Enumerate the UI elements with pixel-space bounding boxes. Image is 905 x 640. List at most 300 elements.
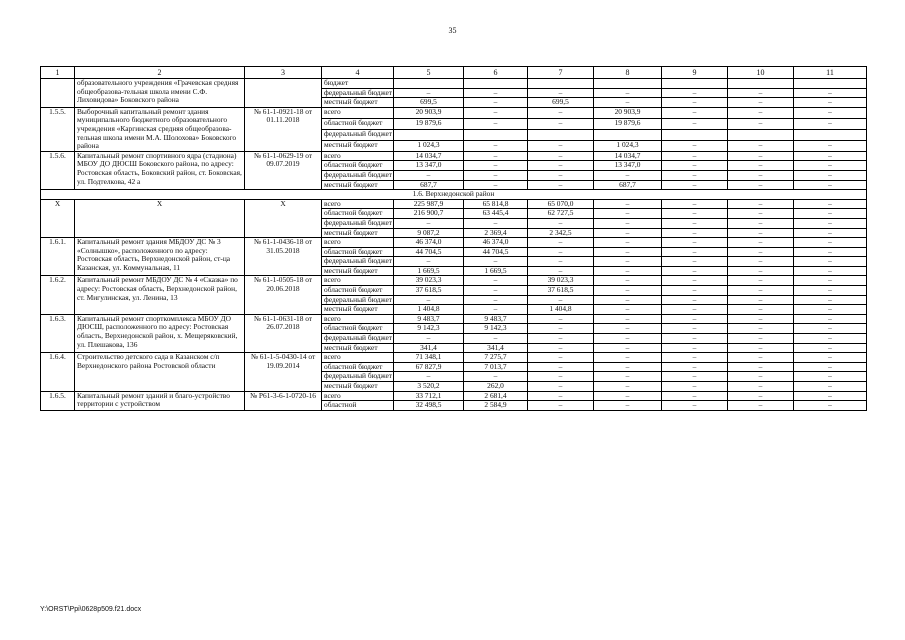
item-description: Капитальный ремонт МБДОУ ДС № 4 «Сказка» по адресу: Ростовская область, Верхнедонской район, ст. Мигулинская, ул. Ленина, 13 bbox=[75, 276, 245, 314]
amount-cell: – bbox=[662, 209, 728, 219]
amount-cell: 39 023,3 bbox=[394, 276, 464, 286]
amount-cell: 216 900,7 bbox=[394, 209, 464, 219]
document-number: № 61-1-0505-18 от 20.06.2018 bbox=[245, 276, 322, 314]
amount-cell: – bbox=[464, 118, 528, 129]
item-number: Х bbox=[41, 199, 75, 237]
table-row bbox=[41, 238, 867, 248]
amount-cell bbox=[528, 79, 594, 89]
table-body bbox=[41, 67, 867, 411]
amount-cell: – bbox=[464, 161, 528, 171]
amount-cell: 699,5 bbox=[528, 98, 594, 108]
table-row bbox=[41, 107, 867, 118]
amount-cell: – bbox=[528, 314, 594, 324]
amount-cell: 9 483,7 bbox=[464, 314, 528, 324]
document-number: № 61-1-0436-18 от 31.05.2018 bbox=[245, 238, 322, 276]
amount-cell bbox=[662, 129, 728, 140]
amount-cell: – bbox=[594, 257, 662, 267]
amount-cell: – bbox=[464, 334, 528, 344]
amount-cell: – bbox=[794, 295, 867, 305]
amount-cell: – bbox=[528, 295, 594, 305]
amount-cell: 65 070,0 bbox=[528, 199, 594, 209]
amount-cell: – bbox=[794, 276, 867, 286]
amount-cell: – bbox=[794, 98, 867, 108]
amount-cell: – bbox=[662, 286, 728, 296]
item-description: Выборочный капитальный ремонт здания муниципального бюджетного образовательного учреждения «Каргинская средняя общеобразова-тельная школа имени М.А. Шолохова» Боковского района bbox=[75, 107, 245, 151]
amount-cell: – bbox=[662, 382, 728, 392]
budget-type: бюджет bbox=[322, 79, 394, 89]
amount-cell: – bbox=[394, 372, 464, 382]
amount-cell: – bbox=[794, 238, 867, 248]
budget-type: областной бюджет bbox=[322, 324, 394, 334]
amount-cell: 1 404,8 bbox=[528, 305, 594, 315]
column-header: 10 bbox=[728, 67, 794, 79]
amount-cell: – bbox=[794, 343, 867, 353]
column-header: 3 bbox=[245, 67, 322, 79]
item-description: Х bbox=[75, 199, 245, 237]
amount-cell: 46 374,0 bbox=[394, 238, 464, 248]
budget-type: всего bbox=[322, 199, 394, 209]
amount-cell: – bbox=[662, 266, 728, 276]
amount-cell: – bbox=[662, 314, 728, 324]
amount-cell: – bbox=[464, 305, 528, 315]
amount-cell: – bbox=[528, 180, 594, 190]
amount-cell: – bbox=[594, 98, 662, 108]
amount-cell: – bbox=[662, 170, 728, 180]
amount-cell: – bbox=[594, 391, 662, 401]
budget-type: федеральный бюджет bbox=[322, 170, 394, 180]
amount-cell bbox=[662, 79, 728, 89]
amount-cell: – bbox=[794, 228, 867, 238]
amount-cell: 225 987,9 bbox=[394, 199, 464, 209]
amount-cell: – bbox=[528, 362, 594, 372]
amount-cell: – bbox=[794, 161, 867, 171]
amount-cell: – bbox=[728, 391, 794, 401]
column-header: 5 bbox=[394, 67, 464, 79]
document-number: Х bbox=[245, 199, 322, 237]
amount-cell: – bbox=[662, 180, 728, 190]
amount-cell: – bbox=[794, 305, 867, 315]
budget-type: местный бюджет bbox=[322, 180, 394, 190]
amount-cell: – bbox=[528, 257, 594, 267]
amount-cell bbox=[728, 129, 794, 140]
amount-cell: – bbox=[394, 334, 464, 344]
amount-cell: – bbox=[794, 257, 867, 267]
amount-cell: – bbox=[464, 88, 528, 98]
document-number: № 61-1-0629-19 от 09.07.2019 bbox=[245, 151, 322, 189]
amount-cell: 32 498,5 bbox=[394, 401, 464, 411]
amount-cell: – bbox=[594, 295, 662, 305]
amount-cell: 67 827,9 bbox=[394, 362, 464, 372]
budget-type: всего bbox=[322, 107, 394, 118]
amount-cell: 1 024,3 bbox=[394, 140, 464, 151]
item-number: 1.6.2. bbox=[41, 276, 75, 314]
amount-cell: – bbox=[394, 170, 464, 180]
amount-cell: – bbox=[594, 314, 662, 324]
amount-cell: – bbox=[728, 228, 794, 238]
budget-type: областной бюджет bbox=[322, 362, 394, 372]
amount-cell: – bbox=[662, 401, 728, 411]
amount-cell: 262,0 bbox=[464, 382, 528, 392]
amount-cell: – bbox=[728, 295, 794, 305]
amount-cell: 71 348,1 bbox=[394, 353, 464, 363]
amount-cell: 62 727,5 bbox=[528, 209, 594, 219]
amount-cell: – bbox=[594, 170, 662, 180]
amount-cell: – bbox=[662, 107, 728, 118]
amount-cell: – bbox=[594, 88, 662, 98]
table-row bbox=[41, 353, 867, 363]
amount-cell: – bbox=[528, 107, 594, 118]
amount-cell: – bbox=[728, 151, 794, 161]
amount-cell: – bbox=[728, 276, 794, 286]
document-number: № 61-1-0631-18 от 26.07.2018 bbox=[245, 314, 322, 352]
amount-cell: – bbox=[394, 295, 464, 305]
amount-cell bbox=[728, 79, 794, 89]
budget-type: местный бюджет bbox=[322, 266, 394, 276]
amount-cell: 19 879,6 bbox=[394, 118, 464, 129]
column-number-header bbox=[41, 67, 867, 79]
amount-cell: – bbox=[662, 257, 728, 267]
amount-cell: – bbox=[794, 107, 867, 118]
amount-cell: – bbox=[394, 88, 464, 98]
amount-cell: – bbox=[794, 266, 867, 276]
amount-cell: – bbox=[464, 107, 528, 118]
budget-type: федеральный бюджет bbox=[322, 88, 394, 98]
amount-cell: – bbox=[662, 334, 728, 344]
file-path-footer: Y:\ORST\Ppi\0628p509.f21.docx bbox=[40, 606, 142, 613]
amount-cell: – bbox=[794, 286, 867, 296]
amount-cell: – bbox=[794, 218, 867, 228]
table-row bbox=[41, 276, 867, 286]
budget-type: областной бюджет bbox=[322, 209, 394, 219]
amount-cell: 14 034,7 bbox=[594, 151, 662, 161]
section-row bbox=[41, 190, 867, 200]
amount-cell: – bbox=[728, 324, 794, 334]
amount-cell: – bbox=[528, 161, 594, 171]
amount-cell: – bbox=[464, 372, 528, 382]
amount-cell: – bbox=[594, 334, 662, 344]
item-number: 1.6.3. bbox=[41, 314, 75, 352]
amount-cell: – bbox=[794, 170, 867, 180]
budget-type: всего bbox=[322, 238, 394, 248]
amount-cell: 14 034,7 bbox=[394, 151, 464, 161]
amount-cell: – bbox=[528, 218, 594, 228]
amount-cell: – bbox=[528, 151, 594, 161]
amount-cell: – bbox=[528, 343, 594, 353]
amount-cell: – bbox=[728, 372, 794, 382]
amount-cell: – bbox=[464, 170, 528, 180]
amount-cell: – bbox=[728, 170, 794, 180]
budget-type: федеральный бюджет bbox=[322, 257, 394, 267]
amount-cell: – bbox=[728, 382, 794, 392]
amount-cell: 19 879,6 bbox=[594, 118, 662, 129]
amount-cell: – bbox=[728, 305, 794, 315]
budget-type: федеральный бюджет bbox=[322, 218, 394, 228]
amount-cell: – bbox=[528, 334, 594, 344]
amount-cell: – bbox=[594, 324, 662, 334]
amount-cell: – bbox=[464, 257, 528, 267]
amount-cell bbox=[594, 79, 662, 89]
amount-cell: 1 404,8 bbox=[394, 305, 464, 315]
column-header: 2 bbox=[75, 67, 245, 79]
amount-cell: – bbox=[528, 238, 594, 248]
amount-cell: – bbox=[594, 372, 662, 382]
amount-cell: – bbox=[794, 382, 867, 392]
amount-cell: 1 669,5 bbox=[394, 266, 464, 276]
table-row bbox=[41, 391, 867, 401]
budget-type: федеральный бюджет bbox=[322, 129, 394, 140]
amount-cell: – bbox=[728, 343, 794, 353]
amount-cell: 2 342,5 bbox=[528, 228, 594, 238]
amount-cell: – bbox=[594, 266, 662, 276]
column-header: 8 bbox=[594, 67, 662, 79]
table-row bbox=[41, 79, 867, 89]
page-number: 35 bbox=[448, 26, 457, 35]
amount-cell: – bbox=[662, 372, 728, 382]
amount-cell: – bbox=[594, 247, 662, 257]
amount-cell: 341,4 bbox=[394, 343, 464, 353]
amount-cell: – bbox=[662, 118, 728, 129]
amount-cell: – bbox=[594, 238, 662, 248]
amount-cell: 63 445,4 bbox=[464, 209, 528, 219]
financing-table bbox=[40, 66, 867, 411]
amount-cell: 9 087,2 bbox=[394, 228, 464, 238]
amount-cell bbox=[464, 79, 528, 89]
amount-cell: 46 374,0 bbox=[464, 238, 528, 248]
amount-cell: 687,7 bbox=[594, 180, 662, 190]
budget-type: всего bbox=[322, 276, 394, 286]
budget-type: областной бюджет bbox=[322, 118, 394, 129]
amount-cell: – bbox=[794, 180, 867, 190]
amount-cell: – bbox=[662, 247, 728, 257]
item-description: Капитальный ремонт зданий и благо-устройство территории с устройством bbox=[75, 391, 245, 410]
amount-cell: – bbox=[728, 266, 794, 276]
budget-type: всего bbox=[322, 151, 394, 161]
amount-cell: – bbox=[528, 118, 594, 129]
amount-cell: 44 704,5 bbox=[464, 247, 528, 257]
amount-cell: 3 520,2 bbox=[394, 382, 464, 392]
amount-cell: – bbox=[594, 286, 662, 296]
table-row bbox=[41, 151, 867, 161]
amount-cell: – bbox=[594, 218, 662, 228]
amount-cell: 33 712,1 bbox=[394, 391, 464, 401]
amount-cell: – bbox=[528, 353, 594, 363]
budget-type: местный бюджет bbox=[322, 98, 394, 108]
budget-type: областной бюджет bbox=[322, 286, 394, 296]
amount-cell: – bbox=[662, 238, 728, 248]
amount-cell: – bbox=[728, 314, 794, 324]
amount-cell bbox=[794, 129, 867, 140]
amount-cell: – bbox=[594, 382, 662, 392]
item-description: Капитальный ремонт здания МБДОУ ДС № 3 «Солнышко», расположенного по адресу: Ростовская область, Верхнедонской район, ст-ца Казанская, ул. Коммунальная, 11 bbox=[75, 238, 245, 276]
amount-cell: 39 023,3 bbox=[528, 276, 594, 286]
amount-cell: – bbox=[594, 353, 662, 363]
amount-cell: – bbox=[728, 209, 794, 219]
amount-cell: 341,4 bbox=[464, 343, 528, 353]
amount-cell: – bbox=[464, 286, 528, 296]
amount-cell: – bbox=[594, 362, 662, 372]
amount-cell: 9 483,7 bbox=[394, 314, 464, 324]
amount-cell: – bbox=[728, 401, 794, 411]
budget-type: всего bbox=[322, 353, 394, 363]
column-header: 1 bbox=[41, 67, 75, 79]
budget-type: федеральный бюджет bbox=[322, 295, 394, 305]
amount-cell: – bbox=[594, 401, 662, 411]
amount-cell: – bbox=[464, 218, 528, 228]
amount-cell: 9 142,3 bbox=[464, 324, 528, 334]
section-title: 1.6. Верхнедонской район bbox=[41, 190, 867, 200]
amount-cell: 13 347,0 bbox=[594, 161, 662, 171]
amount-cell: – bbox=[594, 209, 662, 219]
document-number: № 61-1-5-0430-14 от 19.09.2014 bbox=[245, 353, 322, 391]
amount-cell: – bbox=[662, 161, 728, 171]
item-description: Капитальный ремонт спорткомплекса МБОУ ДО ДЮСШ, расположенного по адресу: Ростовская область, Верхнедонской район, х. Мещеряковский, ул. Плешакова, 136 bbox=[75, 314, 245, 352]
amount-cell: – bbox=[728, 247, 794, 257]
amount-cell: – bbox=[794, 88, 867, 98]
amount-cell: – bbox=[794, 372, 867, 382]
item-number: 1.5.6. bbox=[41, 151, 75, 189]
amount-cell: 2 369,4 bbox=[464, 228, 528, 238]
document-number: № Р61-3-6-1-0720-16 bbox=[245, 391, 322, 410]
amount-cell: 2 584,9 bbox=[464, 401, 528, 411]
amount-cell: – bbox=[528, 170, 594, 180]
budget-type: местный бюджет bbox=[322, 228, 394, 238]
amount-cell: – bbox=[794, 362, 867, 372]
amount-cell: – bbox=[794, 199, 867, 209]
amount-cell: – bbox=[662, 305, 728, 315]
amount-cell: – bbox=[662, 98, 728, 108]
amount-cell: – bbox=[528, 382, 594, 392]
amount-cell: – bbox=[794, 151, 867, 161]
column-header: 9 bbox=[662, 67, 728, 79]
amount-cell: – bbox=[794, 118, 867, 129]
amount-cell: – bbox=[594, 276, 662, 286]
amount-cell bbox=[594, 129, 662, 140]
amount-cell: – bbox=[794, 324, 867, 334]
budget-type: местный бюджет bbox=[322, 343, 394, 353]
amount-cell: – bbox=[662, 199, 728, 209]
amount-cell: – bbox=[728, 98, 794, 108]
amount-cell: – bbox=[594, 199, 662, 209]
amount-cell: – bbox=[728, 238, 794, 248]
amount-cell: – bbox=[728, 161, 794, 171]
amount-cell: – bbox=[794, 209, 867, 219]
budget-type: всего bbox=[322, 391, 394, 401]
amount-cell: 37 618,5 bbox=[394, 286, 464, 296]
amount-cell: – bbox=[594, 228, 662, 238]
amount-cell: 13 347,0 bbox=[394, 161, 464, 171]
amount-cell bbox=[528, 129, 594, 140]
amount-cell: – bbox=[728, 362, 794, 372]
amount-cell: 1 024,3 bbox=[594, 140, 662, 151]
item-number bbox=[41, 79, 75, 108]
column-header: 6 bbox=[464, 67, 528, 79]
amount-cell: – bbox=[528, 88, 594, 98]
amount-cell: – bbox=[794, 140, 867, 151]
amount-cell: – bbox=[728, 218, 794, 228]
amount-cell: 44 704,5 bbox=[394, 247, 464, 257]
amount-cell: 687,7 bbox=[394, 180, 464, 190]
amount-cell: – bbox=[394, 257, 464, 267]
amount-cell: 2 681,4 bbox=[464, 391, 528, 401]
amount-cell bbox=[394, 79, 464, 89]
amount-cell: 65 814,8 bbox=[464, 199, 528, 209]
budget-type: местный бюджет bbox=[322, 140, 394, 151]
amount-cell: 37 618,5 bbox=[528, 286, 594, 296]
amount-cell: – bbox=[728, 88, 794, 98]
amount-cell: – bbox=[464, 151, 528, 161]
amount-cell: – bbox=[594, 305, 662, 315]
item-number: 1.5.5. bbox=[41, 107, 75, 151]
amount-cell: – bbox=[662, 151, 728, 161]
amount-cell: 9 142,3 bbox=[394, 324, 464, 334]
amount-cell: 20 903,9 bbox=[594, 107, 662, 118]
amount-cell: – bbox=[662, 343, 728, 353]
amount-cell: – bbox=[528, 266, 594, 276]
item-description: образовательного учреждения «Грачевская средняя общеобразова-тельная школа имени С.Ф. Лиховидова» Боковского района bbox=[75, 79, 245, 108]
amount-cell: – bbox=[728, 118, 794, 129]
amount-cell: – bbox=[662, 228, 728, 238]
amount-cell: – bbox=[728, 334, 794, 344]
budget-type: областной бюджет bbox=[322, 161, 394, 171]
item-description: Строительство детского сада в Казанском с/п Верхнедонского района Ростовской области bbox=[75, 353, 245, 391]
amount-cell: 1 669,5 bbox=[464, 266, 528, 276]
amount-cell: 699,5 bbox=[394, 98, 464, 108]
amount-cell: – bbox=[728, 286, 794, 296]
amount-cell: – bbox=[794, 247, 867, 257]
amount-cell: – bbox=[464, 180, 528, 190]
amount-cell: – bbox=[662, 324, 728, 334]
document-number: № 61-1-0921-18 от 01.11.2018 bbox=[245, 107, 322, 151]
amount-cell: 20 903,9 bbox=[394, 107, 464, 118]
amount-cell: – bbox=[728, 140, 794, 151]
amount-cell: – bbox=[528, 391, 594, 401]
budget-type: местный бюджет bbox=[322, 305, 394, 315]
amount-cell bbox=[794, 79, 867, 89]
amount-cell: – bbox=[728, 180, 794, 190]
amount-cell: – bbox=[662, 88, 728, 98]
amount-cell: – bbox=[464, 98, 528, 108]
budget-type: областной bbox=[322, 401, 394, 411]
amount-cell bbox=[394, 129, 464, 140]
column-header: 11 bbox=[794, 67, 867, 79]
budget-type: федеральный бюджет bbox=[322, 372, 394, 382]
amount-cell: – bbox=[528, 372, 594, 382]
amount-cell: – bbox=[464, 140, 528, 151]
amount-cell: 7 275,7 bbox=[464, 353, 528, 363]
column-header: 7 bbox=[528, 67, 594, 79]
amount-cell: – bbox=[662, 391, 728, 401]
document-number bbox=[245, 79, 322, 108]
item-number: 1.6.1. bbox=[41, 238, 75, 276]
item-number: 1.6.5. bbox=[41, 391, 75, 410]
amount-cell: – bbox=[394, 218, 464, 228]
amount-cell: – bbox=[794, 401, 867, 411]
amount-cell: – bbox=[528, 140, 594, 151]
budget-type: местный бюджет bbox=[322, 382, 394, 392]
amount-cell: – bbox=[728, 199, 794, 209]
amount-cell: – bbox=[528, 401, 594, 411]
budget-type: федеральный бюджет bbox=[322, 334, 394, 344]
amount-cell: – bbox=[662, 295, 728, 305]
amount-cell: – bbox=[728, 107, 794, 118]
table-row bbox=[41, 314, 867, 324]
amount-cell: – bbox=[662, 276, 728, 286]
amount-cell: – bbox=[662, 353, 728, 363]
table-row bbox=[41, 199, 867, 209]
amount-cell: – bbox=[464, 276, 528, 286]
amount-cell: – bbox=[794, 353, 867, 363]
amount-cell: – bbox=[728, 353, 794, 363]
